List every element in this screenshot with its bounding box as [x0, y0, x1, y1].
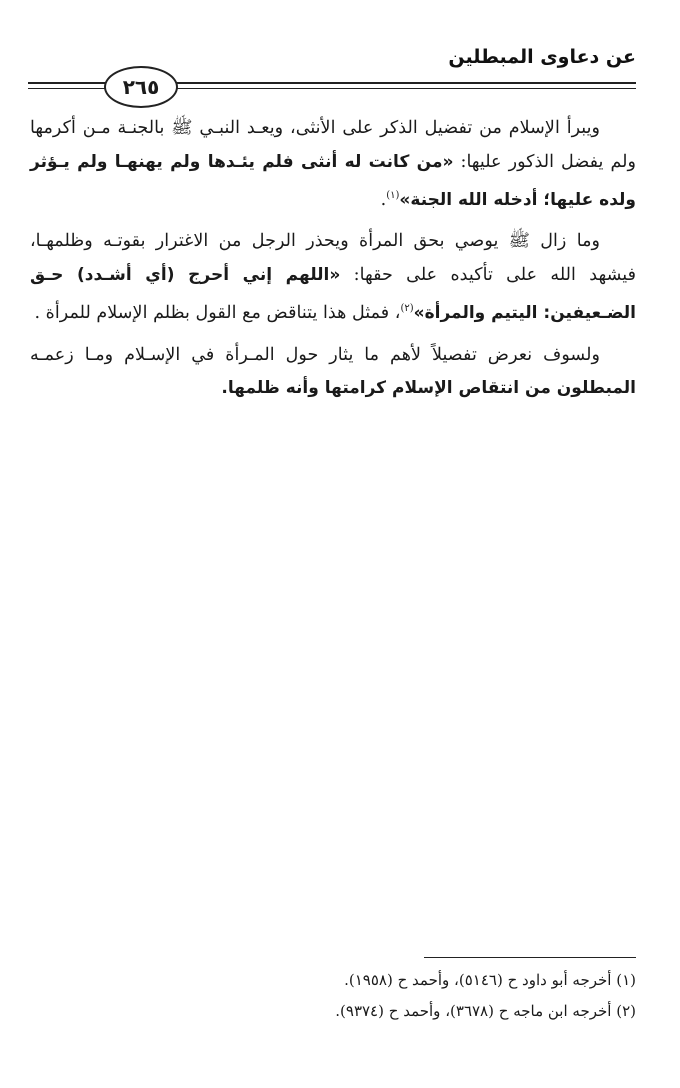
page-number: ٢٦٥: [104, 66, 178, 108]
text-segment: ولسوف نعرض تفصيلاً لأهم ما يثار حول المـرأة في الإسـلام ومـا زعمـه: [30, 344, 600, 365]
quoted-text: «من كانت له أنثى فلم يئـدها ولم يهنهـا ولم يـؤثر ولده عليها؛ أدخله الله الجنة»: [30, 151, 636, 210]
paragraph: [30, 339, 636, 406]
quoted-text: «اللهم إني أحرج (أي أشـدد) حـق الضـعيفين: اليتيم والمرأة»: [30, 264, 636, 324]
quoted-text: المبطلون من انتقاص الإسلام كرامتها وأنه ظلمها.: [221, 378, 636, 399]
body-text: [30, 112, 636, 414]
footnote-ref: (٢): [400, 303, 414, 315]
running-title: عن دعاوى المبطلين: [448, 46, 636, 68]
text-segment: ويبرأ الإسلام من تفضيل الذكر على الأنثى، ويعـد النبـي ﷺ بالجنـة مـن أكرمها ولم يفضل الذكور عليها:: [30, 118, 637, 172]
text-segment: ، فمثل هذا يتناقض مع القول بظلم الإسلام للمرأة .: [34, 303, 401, 324]
footnotes: [30, 965, 636, 1027]
paragraph: [30, 225, 636, 330]
footnote: (١) أخرجه أبو داود ح (٥١٤٦)، وأحمد ح (١٩٥٨).: [344, 971, 636, 989]
footnote-separator: [424, 957, 636, 958]
footnote-ref: (١): [386, 190, 400, 201]
footnote: (٢) أخرجه ابن ماجه ح (٣٦٧٨)، وأحمد ح (٩٣٧٤).: [335, 1002, 636, 1020]
text-segment: وما زال ﷺ يوصي بحق المرأة ويحذر الرجل من الاغترار بقوتـه وظلمهـا، فيشهد الله على تأكيده على حقها:: [30, 231, 636, 285]
paragraph: [30, 112, 636, 217]
text-segment: .: [380, 189, 387, 210]
